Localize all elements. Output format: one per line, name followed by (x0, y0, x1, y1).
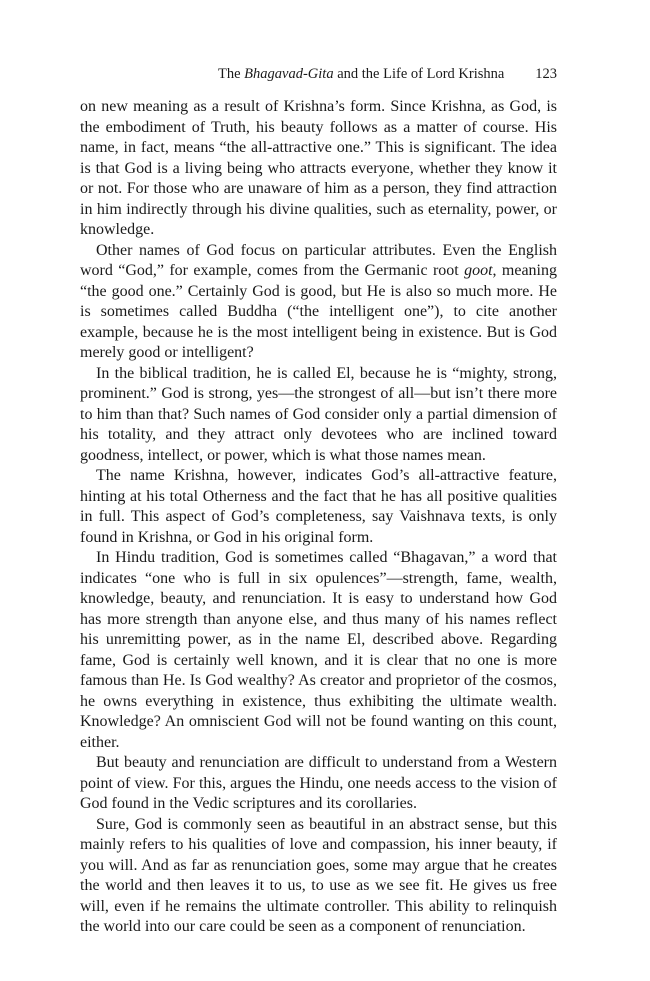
italic-term-goot: goot (464, 262, 493, 279)
paragraph-7 (80, 815, 557, 938)
page-number: 123 (535, 66, 557, 82)
paragraph-text: on new meaning as a result of Krishna’s form. Since Krishna, as God, is the embodiment of Truth, his beauty follows as a matter of course. His name, in fact, means “the all-attractive one.” This is significant. The idea is that God is a living being who attracts everyone, whether they know it or not. For those who are unaware of him as a person, they find attraction in him indirectly through his divine qualities, such as eternality, power, or knowledge. (80, 98, 557, 238)
running-title-prefix: The (218, 66, 245, 82)
paragraph-text: In Hindu tradition, God is sometimes called “Bhagavan,” a word that indicates “one who is full in six opulences”—strength, fame, wealth, knowledge, beauty, and renunciation. It is easy to understand how God has more strength than anyone else, and thus many of his names reflect his unremitting power, as in the name El, described above. Regarding fame, God is certainly well known, and it is clear that no one is more famous than He. Is God wealthy? As creator and proprietor of the cosmos, he owns everything in existence, thus exhibiting the ultimate wealth. Knowledge? An omniscient God will not be found wanting on this count, either. (80, 549, 557, 751)
paragraph-4 (80, 466, 557, 548)
paragraph-text: In the biblical tradition, he is called El, because he is “mighty, strong, prominent.” God is strong, yes—the strongest of all—but isn’t there more to him than that? Such names of God consider only a partial dimension of his totality, and they attract only devotees who are inclined toward goodness, intellect, or power, which is what those names mean. (80, 364, 557, 464)
paragraph-text: The name Krishna, however, indicates God’s all-attractive feature, hinting at his total Otherness and the fact that he has all positive qualities in full. This aspect of God’s completeness, say Vaishnava texts, is only found in Krishna, or God in his original form. (80, 467, 557, 546)
paragraph-6 (80, 753, 557, 815)
paragraph-3 (80, 364, 557, 467)
running-title-suffix: and the Life of Lord Krishna (333, 66, 505, 82)
paragraph-1 (80, 97, 557, 241)
paragraph-text: Other names of God focus on particular attributes. Even the English word “God,” for example, comes from the Germanic root (80, 241, 557, 279)
body-text (80, 97, 557, 938)
paragraph-text: But beauty and renunciation are difficult to understand from a Western point of view. For this, argues the Hindu, one needs access to the vision of God found in the Vedic scriptures and its corollaries. (80, 754, 557, 812)
running-title (218, 64, 504, 84)
paragraph-text: , meaning “the good one.” Certainly God is good, but He is also so much more. He is sometimes called Buddha (“the intelligent one”), to cite another example, because he is the most intelligent being in existence. But is God merely good or intelligent? (80, 262, 557, 361)
paragraph-5 (80, 548, 557, 753)
paragraph-text: Sure, God is commonly seen as beautiful in an abstract sense, but this mainly refers to his qualities of love and compassion, his inner beauty, if you will. And as far as renunciation goes, some may argue that he creates the world and then leaves it to us, to use as we see fit. He gives us free will, even if he remains the ultimate controller. This ability to relinquish the world into our care could be seen as a component of renunciation. (80, 815, 557, 935)
running-header (80, 64, 557, 84)
running-title-italic: Bhagavad-Gita (244, 66, 334, 82)
paragraph-2 (80, 241, 557, 364)
